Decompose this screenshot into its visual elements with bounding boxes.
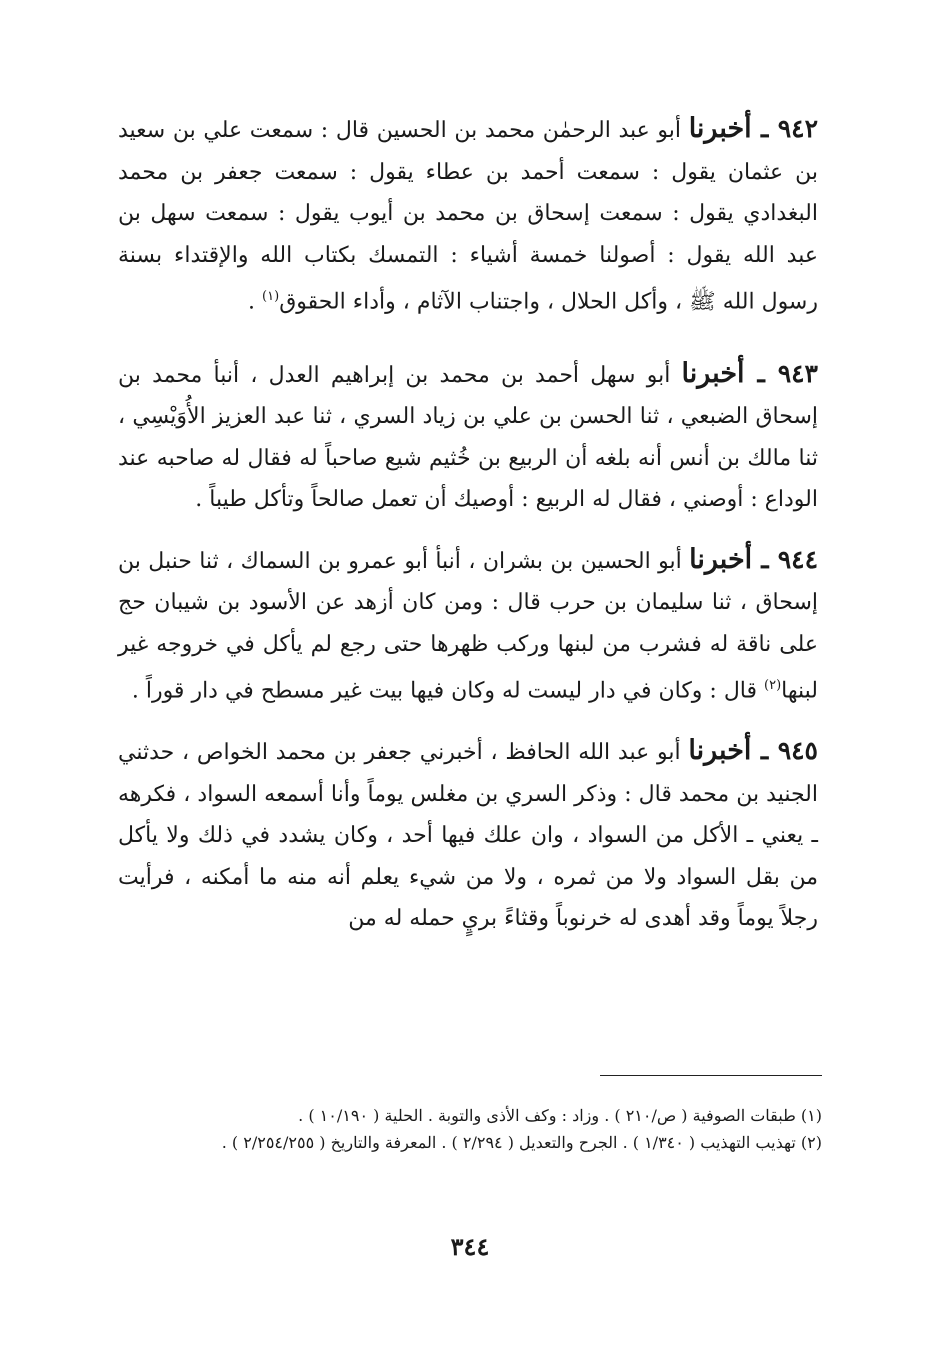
- entry-943: [118, 353, 818, 521]
- footnote-divider: [600, 1075, 822, 1076]
- entry-number: ٩٤٢: [777, 114, 819, 143]
- footnote-ref: (٢): [764, 678, 782, 694]
- entry-942: [118, 108, 818, 323]
- entry-keyword: أخبرنا: [681, 357, 745, 389]
- entry-paragraph: [118, 353, 818, 521]
- entry-dash: ـ: [744, 358, 778, 388]
- footnotes: [122, 1102, 822, 1156]
- entry-paragraph: [118, 730, 818, 940]
- entry-text: أبو الحسين بن بشران ، أنبأ أبو عمرو بن السماك ، ثنا حنبل بن إسحاق ، ثنا سليمان بن حرب قال : ومن كان أزهد عن الأسود بن شيبان حج على ناقة له فشرب من لبنها وركب ظهرها حتى رجع لم يأكل في خروجه غير لبنها: [118, 548, 818, 704]
- footnote-ref: (١): [262, 289, 280, 304]
- entry-dash: ـ: [751, 114, 778, 143]
- entry-944: [118, 539, 818, 712]
- entry-number: ٩٤٣: [777, 358, 818, 388]
- entry-end: قال : وكان في دار ليست له وكان فيها بيت غير مسطح في دار قوراً .: [131, 678, 765, 704]
- entry-text: أبو عبد الله الحافظ ، أخبرني جعفر بن محمد الخواص ، حدثني الجنيد بن محمد قال : وذكر السري بن مغلس يوماً وأنا أسمعه السواد ، فكرهه ـ يعني ـ الأكل من السواد ، وان علك فيها أحد ، وكان يشدد في ذلك ولا يأكل من بقل السواد ولا من ثمره ، ولا من شيء يعلم أنه منه ما أمكنه ، فرأيت رجلاً يوماً وقد أهدى له خرنوباً وقثاءً بريٍ حمله له من: [118, 740, 818, 932]
- footnote-1: (١) طبقات الصوفية ( ص/٢١٠ ) . وزاد : وكف الأذى والتوبة . الحلية ( ١٠/١٩٠ ) .: [298, 1106, 822, 1125]
- entry-paragraph: [118, 539, 818, 712]
- entry-keyword: أخبرنا: [689, 543, 753, 575]
- entry-end: .: [248, 289, 263, 315]
- entry-text: أبو عبد الرحمٰن محمد بن الحسين قال : سمعت علي بن سعيد بن عثمان يقول : سمعت أحمد بن عطاء يقول : سمعت جعفر بن محمد البغدادي يقول : سمعت إسحاق بن محمد بن أيوب يقول : سمعت سهل بن عبد الله يقول : أصولنا خمسة أشياء : التمسك بكتاب الله والإقتداء بسنة رسول الله ﷺ ، وأكل الحلال ، واجتناب الآثام ، وأداء الحقوق: [118, 118, 818, 315]
- entry-number: ٩٤٤: [777, 544, 819, 574]
- entry-keyword: أخبرنا: [688, 113, 752, 144]
- entry-dash: ـ: [751, 736, 778, 766]
- entry-dash: ـ: [752, 544, 778, 574]
- entry-number: ٩٤٥: [777, 736, 818, 766]
- entry-text: أبو سهل أحمد بن محمد بن إبراهيم العدل ، أنبأ محمد بن إسحاق الضبعي ، ثنا الحسن بن علي بن زياد السري ، ثنا عبد العزيز الأُوَيْسِي ، ثنا مالك بن أنس أنه بلغه أن الربيع بن خُثيم شيع صاحباً له فقال له صاحبه عند الوداع : أوصني ، فقال له الربيع : أوصيك أن تعمل صالحاً وتأكل طيباً .: [118, 362, 818, 513]
- footnote-2: (٢) تهذيب التهذيب ( ١/٣٤٠ ) . الجرح والتعديل ( ٢/٢٩٤ ) . المعرفة والتاريخ ( ٢/٢٥٤/٢٥٥ ) .: [221, 1133, 822, 1152]
- page-body: [118, 108, 818, 958]
- entry-945: [118, 730, 818, 940]
- entry-paragraph: [118, 108, 818, 323]
- page-number: ٣٤٤: [450, 1232, 490, 1261]
- entry-keyword: أخبرنا: [688, 735, 752, 767]
